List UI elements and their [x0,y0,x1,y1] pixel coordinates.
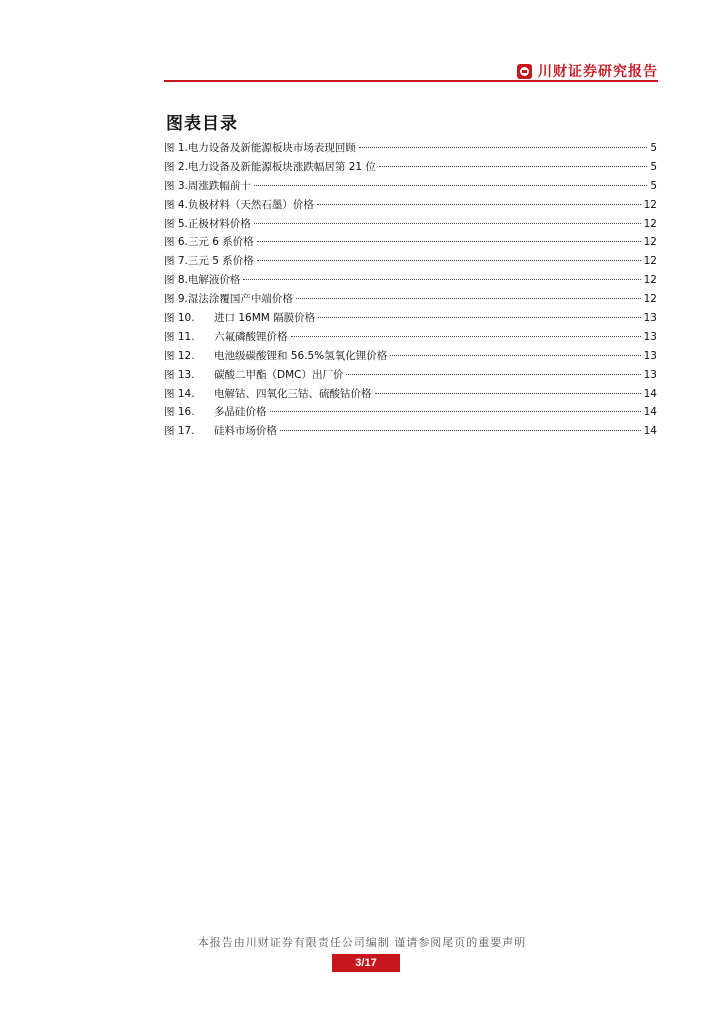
toc-item-number: 图 12. [164,349,195,362]
toc-item-page: 14 [643,425,657,438]
brand-name: 川财证券研究报告 [538,64,658,80]
dot-leader [254,223,641,224]
toc-item-number: 图 10. [164,312,195,325]
toc-item-label: 电解钴、四氧化三钴、硫酸钴价格 [214,387,372,400]
toc-item-label: 周涨跌幅前十 [187,179,251,192]
toc-item[interactable] [164,366,657,385]
toc-item[interactable] [164,347,657,366]
toc-item-label: 三元 6 系价格 [187,236,254,249]
toc-item-number: 图 9. [164,293,188,306]
toc-item-page: 13 [643,330,657,343]
toc-item-page: 12 [643,255,657,268]
toc-item-number: 图 14. [164,387,195,400]
toc-item[interactable] [164,290,657,309]
brand [517,61,658,81]
toc-item-label: 电池级碳酸锂和 56.5%氢氧化锂价格 [214,349,388,362]
toc-item-number: 图 2. [164,160,188,173]
toc-item-number: 图 6. [164,236,188,249]
toc-item-number: 图 7. [164,255,188,268]
toc-item-page: 12 [643,293,657,306]
dot-leader [291,336,641,337]
dot-leader [296,298,641,299]
toc-item[interactable] [164,177,657,196]
chuancai-logo-icon [517,64,532,79]
toc-item[interactable] [164,328,657,347]
toc-item-number: 图 11. [164,330,195,343]
toc-list [164,139,657,441]
toc-item-label: 电解液价格 [187,274,241,287]
toc-item-label: 六氟磷酸锂价格 [214,330,288,343]
dot-leader [379,166,647,167]
dot-leader [254,185,647,186]
toc-item-label: 硅料市场价格 [214,425,277,438]
toc-item-label: 三元 5 系价格 [187,255,254,268]
toc-item-number: 图 13. [164,368,195,381]
toc-item[interactable] [164,158,657,177]
dot-leader [359,147,647,148]
dot-leader [280,430,641,431]
toc-item-page: 12 [643,198,657,211]
toc-item-page: 12 [643,274,657,287]
dot-leader [257,241,641,242]
toc-item-page: 5 [650,179,657,192]
toc-item-page: 13 [643,312,657,325]
toc-item-label: 湿法涂覆国产中端价格 [187,293,293,306]
toc-item-number: 图 1. [164,142,188,154]
toc-item-page: 14 [643,406,657,419]
toc-item-page: 13 [643,368,657,381]
toc-item[interactable] [164,403,657,422]
toc-item-number: 图 5. [164,217,188,230]
toc-item-number: 图 3. [164,179,188,192]
toc-item[interactable] [164,233,657,252]
toc-item[interactable] [164,215,657,234]
toc-item-label: 进口 16MM 隔膜价格 [214,312,316,325]
toc-item[interactable] [164,196,657,215]
dot-leader [317,204,641,205]
dot-leader [390,355,640,356]
dot-leader [270,411,641,412]
page-indicator: 3/17 [332,954,400,972]
header-rule [164,80,658,82]
toc-item-page: 12 [643,217,657,230]
dot-leader [375,393,641,394]
dot-leader [346,374,640,375]
toc-item[interactable] [164,385,657,404]
dot-leader [318,317,640,318]
toc-item-page: 13 [643,349,657,362]
footer-disclaimer: 本报告由川财证券有限责任公司编制 谨请参阅尾页的重要声明 [197,936,527,949]
dot-leader [243,279,640,280]
toc-item-number: 图 8. [164,274,188,287]
toc-item-number: 图 16. [164,406,195,419]
dot-leader [257,260,641,261]
toc-item-number: 图 17. [164,425,195,438]
toc-item-number: 图 4. [164,198,188,211]
toc-item[interactable] [164,309,657,328]
toc-item-label: 正极材料价格 [187,217,251,230]
toc-item-page: 5 [650,160,657,173]
toc-item-page: 14 [643,387,657,400]
toc-item-label: 多晶硅价格 [214,406,267,419]
toc-item-label: 电力设备及新能源板块市场表现回顾 [187,142,356,154]
toc-item-label: 电力设备及新能源板块涨跌幅居第 21 位 [187,160,376,173]
toc-item-label: 碳酸二甲酯（DMC）出厂价 [214,368,344,381]
toc-item[interactable] [164,252,657,271]
toc-item[interactable] [164,271,657,290]
toc-item-label: 负极材料（天然石墨）价格 [187,198,314,211]
toc-item-page: 12 [643,236,657,249]
toc-item-page: 5 [650,142,657,154]
toc-item[interactable] [164,139,657,158]
toc-item[interactable] [164,422,657,441]
toc-title: 图表目录 [166,114,238,134]
